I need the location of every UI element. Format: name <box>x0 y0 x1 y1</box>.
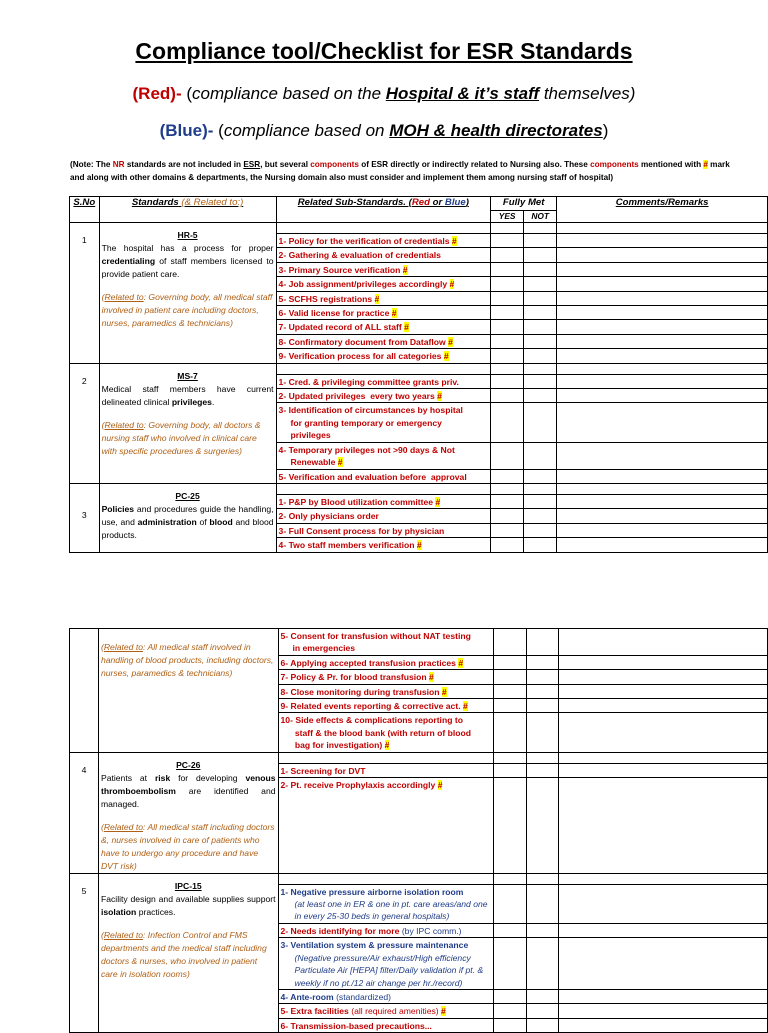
grid-cell[interactable] <box>524 375 556 389</box>
standard-row-pc25 <box>70 483 768 552</box>
substandard-item: 10- Side effects & complications reporting to staff & the blood bank (with return of blood bag for investigation) # <box>280 715 472 751</box>
blue-desc-strong: MOH & health directorates <box>389 121 603 140</box>
sub-header-post: ) <box>465 197 469 208</box>
grid-cell[interactable] <box>494 629 526 656</box>
substandard-item: 1- Policy for the verification of credentials # <box>277 234 491 248</box>
grid-cell[interactable] <box>524 443 556 470</box>
grid-cell[interactable] <box>491 306 523 320</box>
grid-cell[interactable] <box>527 699 559 713</box>
grid-cell[interactable] <box>557 320 767 334</box>
related-text: : All medical staff involved in handling of blood products, including doctors, nurses, paramedics & technicians) <box>100 642 274 678</box>
related-to: (Related to: Infection Control and FMS departments and the medical staff including doctors & nurses, who involved in patient care in isolation rooms) <box>100 929 267 979</box>
grid-cell[interactable] <box>494 778 526 791</box>
substandard-item: 8- Confirmatory document from Dataflow # <box>277 335 491 349</box>
substandard-item: 1- Cred. & privileging committee grants priv. <box>277 375 491 389</box>
grid-cell[interactable] <box>494 670 526 684</box>
hash-mark: # <box>337 457 343 468</box>
not-checkbox-column[interactable] <box>526 873 559 1032</box>
sub-header-pre: Related Sub-Standards. ( <box>297 197 412 208</box>
grid-cell[interactable] <box>494 656 526 670</box>
substandard-item: 9- Related events reporting & corrective act. # <box>279 699 493 713</box>
comments-column[interactable] <box>559 873 768 1032</box>
page-title <box>0 38 768 65</box>
grid-cell[interactable] <box>494 885 526 924</box>
standard-code: PC-26 <box>176 759 201 770</box>
related-label: Related to <box>103 929 144 940</box>
hash-mark: # <box>435 496 441 507</box>
grid-cell[interactable] <box>494 764 526 778</box>
substandard-item: 3- Primary Source verification # <box>277 263 491 277</box>
substandard-note: (standardized) <box>333 991 392 1002</box>
blue-desc-pre: ( <box>213 121 224 140</box>
substandard-item: 1- Negative pressure airborne isolation room (at least one in ER & one in pt. care areas/and one in every 25-30 beds in general hospitals) <box>279 885 493 924</box>
grid-cell[interactable] <box>557 263 767 277</box>
standard-code: IPC-15 <box>174 880 202 891</box>
grid-cell[interactable] <box>491 389 523 403</box>
note-hash-mark: # <box>703 160 708 169</box>
not-checkbox-column[interactable] <box>524 223 557 364</box>
related-text: : Governing body, all doctors & nursing staff who involved in clinical care with specific procedures & surgeries) <box>101 419 261 456</box>
grid-cell[interactable] <box>494 938 526 990</box>
blue-label: (Blue)- <box>159 121 214 140</box>
grid-cell[interactable] <box>494 699 526 713</box>
hash-mark: # <box>449 279 455 290</box>
hash-mark: # <box>404 322 409 333</box>
grid-cell[interactable] <box>527 764 559 778</box>
comments-column[interactable] <box>559 752 768 873</box>
note-esr: ESR <box>243 160 261 169</box>
related-label: Related to <box>104 419 144 430</box>
standard-row-ipc15 <box>70 873 768 1032</box>
sub-header-red: Red <box>411 197 430 208</box>
fully-met-header: Fully Met <box>491 197 557 211</box>
hash-mark: # <box>437 780 443 791</box>
grid-cell[interactable] <box>559 685 767 699</box>
grid-cell[interactable] <box>557 248 767 262</box>
grid-cell[interactable] <box>557 389 767 403</box>
substandard-item: 2- Pt. receive Prophylaxis accordingly # <box>280 780 443 791</box>
note-components-2: components <box>590 160 639 169</box>
grid-cell[interactable] <box>524 292 556 306</box>
grid-cell[interactable] <box>524 495 556 509</box>
row-sno: 1 <box>70 223 100 364</box>
note-paragraph <box>70 158 730 184</box>
grid-cell[interactable] <box>557 306 767 320</box>
standard-cell <box>99 223 276 364</box>
yes-checkbox-column[interactable] <box>494 629 527 753</box>
standard-cell <box>99 363 276 483</box>
grid-cell[interactable] <box>559 699 767 713</box>
grid-cell[interactable] <box>559 990 767 1004</box>
substandard-item: 1- Screening for DVT <box>279 764 493 778</box>
red-desc-pre: ( <box>181 84 192 103</box>
grid-cell[interactable] <box>494 1019 526 1032</box>
grid-cell[interactable] <box>527 670 559 684</box>
standard-desc: The hospital has a process for proper credentialing of staff members licensed to provide patient care. <box>101 243 274 279</box>
row-sno: 4 <box>70 752 99 873</box>
substandard-note: (all required amenities) <box>348 1006 439 1017</box>
hash-mark: # <box>384 740 390 751</box>
grid-cell[interactable] <box>524 509 556 523</box>
hash-mark: # <box>448 336 453 347</box>
comments-column[interactable] <box>557 483 768 552</box>
standard-desc: Medical staff members have current delineated clinical privileges. <box>101 383 274 407</box>
related-to: (Related to: All medical staff including doctors &, nurses involved in care of patients who have to undergo any procedure and have DVT risk) <box>100 821 275 871</box>
substandard-item: 5- Verification and evaluation before approval <box>278 471 467 482</box>
not-checkbox-column[interactable] <box>524 483 557 552</box>
grid-cell[interactable] <box>491 292 523 306</box>
substandard-item: 4- Job assignment/privileges accordingly # <box>277 277 491 291</box>
grid-cell[interactable] <box>557 335 767 349</box>
substandard-item: 5- SCFHS registrations # <box>277 292 491 306</box>
substandard-item: 3- Identification of circumstances by hospital for granting temporary or emergency privileges <box>277 403 491 442</box>
substandard-item: 2- Gathering & evaluation of credentials <box>277 248 491 262</box>
blue-legend <box>0 121 768 141</box>
grid-cell[interactable] <box>494 685 526 699</box>
yes-checkbox-column[interactable] <box>494 873 527 1032</box>
hash-mark: # <box>441 686 447 697</box>
standard-code: PC-25 <box>175 490 200 501</box>
grid-cell[interactable] <box>491 320 523 334</box>
standards-header-rel: (& Related to:) <box>181 197 244 208</box>
red-legend <box>0 84 768 104</box>
grid-cell[interactable] <box>494 1004 526 1018</box>
standard-cell <box>98 629 278 753</box>
substandard-item: 6- Transmission-based precautions... <box>280 1020 432 1031</box>
standards-header-text: Standards <box>131 197 179 208</box>
related-label: Related to <box>103 642 144 652</box>
checklist-table-1 <box>69 196 768 553</box>
standard-desc: Policies and procedures guide the handling, use, and administration of blood and blood products. <box>101 503 274 540</box>
substandards-cell <box>276 363 491 483</box>
blue-desc-post: ) <box>602 121 609 140</box>
grid-cell[interactable] <box>559 1019 767 1032</box>
standard-desc: Facility design and available supplies support isolation practices. <box>100 893 276 917</box>
substandard-item: 4- Two staff members verification # <box>278 540 422 551</box>
row-sno: 2 <box>70 363 100 483</box>
related-to: (Related to: Governing body, all doctors & nursing staff who involved in clinical care with specific procedures & surgeries) <box>101 419 261 456</box>
grid-cell[interactable] <box>527 656 559 670</box>
grid-cell[interactable] <box>527 1019 559 1032</box>
substandard-item: 5- Extra facilities (all required amenities) # <box>279 1004 493 1018</box>
standard-row-pc26 <box>70 752 768 873</box>
grid-cell[interactable] <box>524 320 556 334</box>
not-header: NOT <box>524 211 557 223</box>
note-text-3: , but several <box>260 160 311 169</box>
grid-cell[interactable] <box>491 375 523 389</box>
grid-cell[interactable] <box>491 234 523 248</box>
grid-cell[interactable] <box>527 778 559 791</box>
substandard-item: 2- Only physicians order <box>277 509 491 523</box>
grid-cell[interactable] <box>491 263 523 277</box>
substandards-cell <box>276 483 491 552</box>
hash-mark: # <box>402 264 408 275</box>
substandards-cell <box>278 752 493 873</box>
grid-cell[interactable] <box>527 990 559 1004</box>
hash-mark: # <box>441 1006 446 1017</box>
grid-cell[interactable] <box>524 470 556 483</box>
grid-cell[interactable] <box>524 277 556 291</box>
sub-header-or: or <box>429 197 445 208</box>
grid-cell[interactable] <box>557 538 767 551</box>
not-checkbox-column[interactable] <box>524 363 557 483</box>
grid-cell[interactable] <box>559 713 767 751</box>
related-text: : Infection Control and FMS departments and the medical staff including doctors & nurses, who involved in patient care in isolation rooms) <box>100 929 267 979</box>
header-row <box>70 197 768 211</box>
yes-checkbox-column[interactable] <box>491 483 524 552</box>
red-desc-em: compliance based on the <box>192 84 386 103</box>
sno-header: S.No <box>70 197 100 223</box>
grid-cell[interactable] <box>527 924 559 938</box>
substandards-cell <box>278 629 493 753</box>
grid-cell[interactable] <box>524 403 556 442</box>
note-text-1: (Note: The <box>70 160 113 169</box>
red-desc-strong: Hospital & it’s staff <box>385 84 540 103</box>
grid-cell[interactable] <box>557 495 767 509</box>
substandard-item: 1- P&P by Blood utilization committee # <box>277 495 491 509</box>
substandard-item: 4- Temporary privileges not >90 days & Not Renewable # <box>277 443 491 470</box>
note-text-2: standards are not included in <box>124 160 244 169</box>
grid-cell[interactable] <box>524 538 556 551</box>
note-nr: NR <box>112 160 125 169</box>
grid-cell[interactable] <box>559 1004 767 1018</box>
hash-mark: # <box>416 540 422 551</box>
substandard-item: 6- Applying accepted transfusion practices # <box>279 656 493 670</box>
grid-cell[interactable] <box>524 335 556 349</box>
hash-mark: # <box>462 701 468 712</box>
checklist-table-2 <box>69 628 768 1033</box>
grid-cell[interactable] <box>557 524 767 538</box>
substandard-item: 7- Updated record of ALL staff # <box>277 320 491 334</box>
yes-header: YES <box>491 211 524 223</box>
standard-code: MS-7 <box>177 370 198 381</box>
grid-cell[interactable] <box>524 306 556 320</box>
grid-cell[interactable] <box>557 277 767 291</box>
standard-row-pc25-cont <box>70 629 768 753</box>
grid-cell[interactable] <box>494 990 526 1004</box>
grid-cell[interactable] <box>527 713 559 751</box>
standard-desc: Patients at risk for developing venous thromboembolism are identified and managed. <box>100 772 276 809</box>
substandard-item: 2- Updated privileges every two years # <box>277 389 491 403</box>
grid-cell[interactable] <box>559 778 767 791</box>
related-text: : Governing body, all medical staff involved in patient care including doctors, nurses, paramedics & technicians) <box>101 292 273 328</box>
standard-row-ms7 <box>70 363 768 483</box>
standard-code: HR-5 <box>177 230 198 240</box>
red-desc-post: themselves) <box>539 84 636 103</box>
standard-row-hr5 <box>70 223 768 364</box>
note-text-5: mentioned with <box>638 160 704 169</box>
grid-cell[interactable] <box>557 292 767 306</box>
grid-cell[interactable] <box>491 248 523 262</box>
related-to: (Related to: All medical staff involved in handling of blood products, including doctors, nurses, paramedics & technicians) <box>100 642 274 678</box>
substandards-cell <box>276 223 491 364</box>
grid-cell[interactable] <box>524 263 556 277</box>
grid-cell[interactable] <box>557 375 767 389</box>
sub-header-blue: Blue <box>444 197 466 208</box>
substandards-header <box>276 197 491 223</box>
grid-cell[interactable] <box>527 629 559 656</box>
related-label: Related to <box>104 292 144 302</box>
grid-cell[interactable] <box>524 248 556 262</box>
not-checkbox-column[interactable] <box>526 752 559 873</box>
substandards-cell <box>278 873 493 1032</box>
yes-checkbox-column[interactable] <box>494 752 527 873</box>
substandard-note: (by IPC comm.) <box>399 925 462 936</box>
comments-header: Comments/Remarks <box>557 197 768 223</box>
related-label: Related to <box>103 821 144 832</box>
hash-mark: # <box>429 672 434 683</box>
related-to: (Related to: Governing body, all medical staff involved in patient care including doctors, nurses, paramedics & technicians) <box>101 292 273 328</box>
grid-cell[interactable] <box>491 509 523 523</box>
grid-cell[interactable] <box>557 403 767 442</box>
substandard-item: 7- Policy & Pr. for blood transfusion # <box>279 670 493 684</box>
grid-cell[interactable] <box>524 349 556 362</box>
comments-column[interactable] <box>559 629 768 753</box>
hash-mark: # <box>458 657 464 668</box>
standard-cell <box>98 752 278 873</box>
comments-column[interactable] <box>557 363 768 483</box>
grid-cell[interactable] <box>524 234 556 248</box>
comments-column[interactable] <box>557 223 768 364</box>
grid-cell[interactable] <box>559 885 767 924</box>
yes-checkbox-column[interactable] <box>491 363 524 483</box>
hash-mark: # <box>451 236 457 246</box>
note-components-1: components <box>310 160 359 169</box>
grid-cell[interactable] <box>494 713 526 751</box>
yes-checkbox-column[interactable] <box>491 223 524 364</box>
grid-cell[interactable] <box>559 924 767 938</box>
standards-header <box>99 197 276 223</box>
red-label: (Red)- <box>132 84 182 103</box>
grid-cell[interactable] <box>559 629 767 656</box>
row-sno: 5 <box>70 873 99 1032</box>
substandard-note: (Negative pressure/Air exhaust/High efficiency Particulate Air [HEPA] filter/Daily validation if pt. & weekly if no pt./12 air change per hr./record) <box>294 952 486 988</box>
note-text-6: mark and along with other domains & departments, the Nursing domain also must consider and implement them among nursing staff of hospital) <box>70 160 730 182</box>
grid-cell[interactable] <box>491 495 523 509</box>
title-text: Compliance tool/Checklist for ESR Standards <box>135 38 633 64</box>
substandard-item: 8- Close monitoring during transfusion # <box>279 685 493 699</box>
grid-cell[interactable] <box>491 524 523 538</box>
grid-cell[interactable] <box>527 885 559 924</box>
grid-cell[interactable] <box>557 509 767 523</box>
grid-cell[interactable] <box>527 938 559 990</box>
substandard-item: 2- Needs identifying for more (by IPC comm.) <box>279 924 493 938</box>
grid-cell[interactable] <box>494 924 526 938</box>
grid-cell[interactable] <box>524 389 556 403</box>
row-sno-empty <box>70 629 99 753</box>
grid-cell[interactable] <box>527 1004 559 1018</box>
hash-mark: # <box>391 308 397 319</box>
note-text-4: of ESR directly or indirectly related to Nursing also. These <box>358 160 591 169</box>
grid-cell[interactable] <box>557 234 767 248</box>
grid-cell[interactable] <box>524 524 556 538</box>
grid-cell[interactable] <box>491 277 523 291</box>
standard-cell <box>98 873 278 1032</box>
hash-mark: # <box>374 293 380 304</box>
hash-mark: # <box>437 391 442 402</box>
grid-cell[interactable] <box>559 670 767 684</box>
substandard-item: 6- Valid license for practice # <box>277 306 491 320</box>
standard-cell <box>99 483 276 552</box>
grid-cell[interactable] <box>491 538 523 551</box>
grid-cell[interactable] <box>527 685 559 699</box>
grid-cell[interactable] <box>491 470 523 483</box>
grid-cell[interactable] <box>557 443 767 470</box>
substandard-item: 5- Consent for transfusion without NAT testing in emergencies <box>279 629 493 656</box>
row-sno: 3 <box>70 483 100 552</box>
grid-cell[interactable] <box>557 470 767 483</box>
substandard-note: (at least one in ER & one in pt. care areas/and one in every 25-30 beds in general hospitals) <box>294 899 490 922</box>
not-checkbox-column[interactable] <box>526 629 559 753</box>
related-text: : All medical staff including doctors &, nurses involved in care of patients who have to undergo any procedure and have DVT risk) <box>100 821 275 871</box>
blue-desc-em: compliance based on <box>223 121 390 140</box>
grid-cell[interactable] <box>491 335 523 349</box>
grid-cell[interactable] <box>559 656 767 670</box>
substandard-item: 3- Full Consent process for by physician <box>277 524 491 538</box>
substandard-item: 3- Ventilation system & pressure maintenance (Negative pressure/Air exhaust/High efficiency Particulate Air [HEPA] filter/Daily validation if pt. & weekly if no pt./12 air change per hr./record) <box>279 938 493 990</box>
grid-cell[interactable] <box>491 443 523 470</box>
grid-cell[interactable] <box>559 938 767 990</box>
substandard-item: 9- Verification process for all categories # <box>278 351 449 362</box>
grid-cell[interactable] <box>557 349 767 362</box>
hash-mark: # <box>443 351 449 362</box>
grid-cell[interactable] <box>491 403 523 442</box>
substandard-item: 4- Ante-room (standardized) <box>279 990 493 1004</box>
grid-cell[interactable] <box>491 349 523 362</box>
grid-cell[interactable] <box>559 764 767 778</box>
